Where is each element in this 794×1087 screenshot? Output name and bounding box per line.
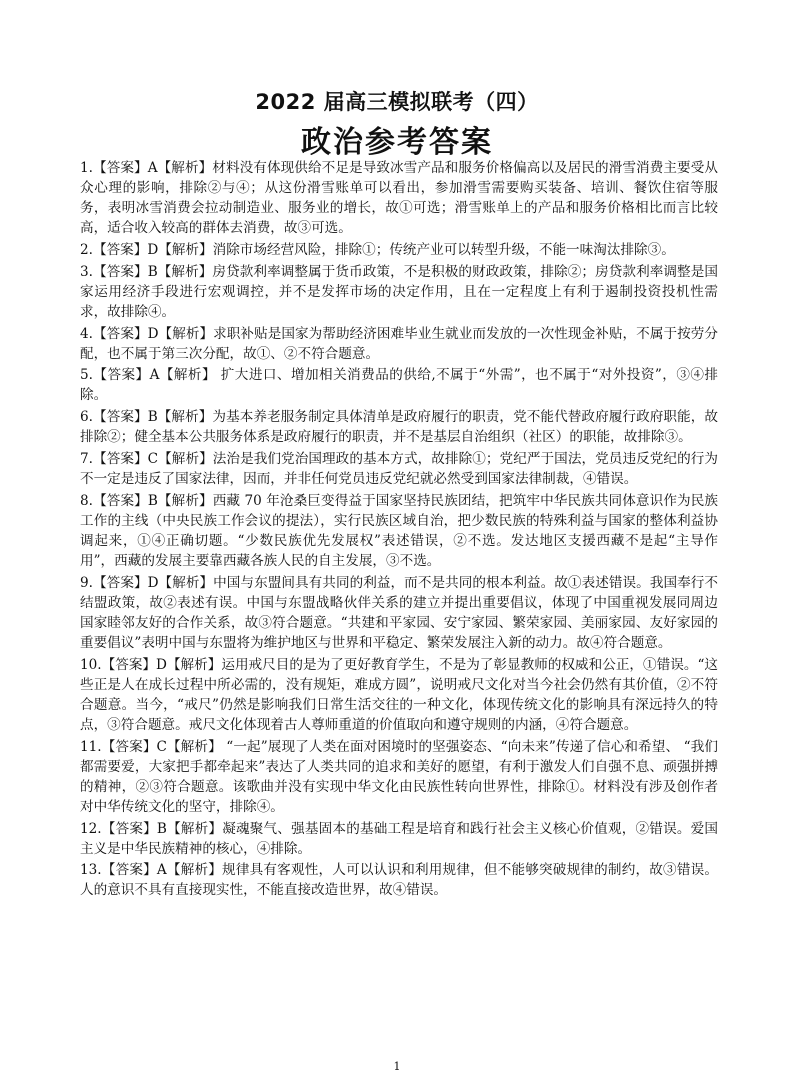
exam-title: 2022 届高三模拟联考（四） bbox=[255, 90, 539, 114]
document-title: 政治参考答案 bbox=[301, 125, 493, 160]
answer-item-1: 1.【答案】A【解析】材料没有体现供给不足是导致冰雪产品和服务价格偏高以及居民的滑雪消费主要受从众心理的影响，排除②与④；从这份滑雪账单可以看出，参加滑雪需要购买装备、培训、餐饮住宿等服务，表明冰雪消费会拉动制造业、服务业的增长，故①可选；滑雪账单上的产品和服务价格相比而言比较高，适合收入较高的群体去消费，故③可选。 bbox=[80, 160, 718, 237]
answer-list bbox=[80, 158, 718, 902]
answer-item-11: 11.【答案】C【解析】 “一起”展现了人类在面对困境时的坚强姿态、“向未来”传递了信心和希望、 “我们都需要爱，大家把手都牵起来”表达了人类共同的追求和美好的愿望，有利于激发人们自强不息、顽强拼搏的精神，②③符合题意。该歌曲并没有实现中华文化由民族性转向世界性，排除①。材料没有涉及创作者对中华传统文化的坚守，排除④。 bbox=[80, 738, 718, 815]
answer-item-13: 13.【答案】A【解析】规律具有客观性，人可以认识和利用规律，但不能够突破规律的制约，故③错误。人的意识不具有直接现实性，不能直接改造世界，故④错误。 bbox=[80, 862, 718, 899]
answer-item-6: 6.【答案】B【解析】为基本养老服务制定具体清单是政府履行的职责，党不能代替政府履行政府职能，故排除②；健全基本公共服务体系是政府履行的职责，并不是基层自治组织（社区）的职能，故排除③。 bbox=[80, 409, 718, 446]
answer-item-9: 9.【答案】D【解析】中国与东盟间具有共同的利益，而不是共同的根本利益。故①表述错误。我国奉行不结盟政策，故②表述有误。中国与东盟战略伙伴关系的建立并提出重要倡议，体现了中国重视发展同周边国家睦邻友好的合作关系，故③符合题意。“共建和平家园、安宁家园、繁荣家园、美丽家园、友好家园的重要倡议”表明中国与东盟将为维护地区与世界和平稳定、繁荣发展注入新的动力。故④符合题意。 bbox=[80, 574, 718, 651]
answer-item-4: 4.【答案】D【解析】求职补贴是国家为帮助经济困难毕业生就业而发放的一次性现金补贴，不属于按劳分配，也不属于第三次分配，故①、②不符合题意。 bbox=[80, 325, 718, 362]
answer-item-12: 12.【答案】B【解析】凝魂聚气、强基固本的基础工程是培育和践行社会主义核心价值观，②错误。爱国主义是中华民族精神的核心，④排除。 bbox=[80, 820, 718, 857]
answer-item-10: 10.【答案】D【解析】运用戒尺目的是为了更好教育学生，不是为了彰显教师的权威和公正，①错误。“这些正是人在成长过程中所必需的，没有规矩，难成方圆”，说明戒尺文化对当今社会仍然有其价值，②不符合题意。当今，“戒尺”仍然是影响我们日常生活交往的一种文化，体现传统文化的影响具有深远持久的特点，③符合题意。戒尺文化体现着古人尊师重道的价值取向和遵守规则的内涵，④符合题意。 bbox=[80, 656, 718, 733]
answer-item-2: 2.【答案】D【解析】消除市场经营风险，排除①；传统产业可以转型升级，不能一味淘汰排除③。 bbox=[80, 241, 675, 258]
answer-item-5: 5.【答案】A【解析】 扩大进口、增加相关消费品的供给,不属于“外需”，也不属于“对外投资”，③④排除。 bbox=[80, 367, 718, 404]
page-number: 1 bbox=[393, 1060, 401, 1073]
answer-item-3: 3.【答案】B【解析】房贷款利率调整属于货币政策，不是积极的财政政策，排除②；房贷款利率调整是国家运用经济手段进行宏观调控，并不是发挥市场的决定作用，且在一定程度上有利于遏制投资投机性需求，故排除④。 bbox=[80, 263, 718, 320]
answer-item-7: 7.【答案】C【解析】法治是我们党治国理政的基本方式，故排除①；党纪严于国法，党员违反党纪的行为不一定是违反了国家法律，因而，并非任何党员违反党纪就必然受到国家法律制裁，④错误。 bbox=[80, 450, 718, 487]
answer-item-8: 8.【答案】B【解析】西藏 70 年沧桑巨变得益于国家坚持民族团结，把筑牢中华民族共同体意识作为民族工作的主线（中央民族工作会议的提法），实行民族区域自治，把少数民族的特殊利益与国家的整体利益协调起来，①④正确切题。“少数民族优先发展权”表述错误，②不选。发达地区支援西藏不是起“主导作用”，西藏的发展主要靠西藏各族人民的自主发展，③不选。 bbox=[80, 492, 718, 569]
